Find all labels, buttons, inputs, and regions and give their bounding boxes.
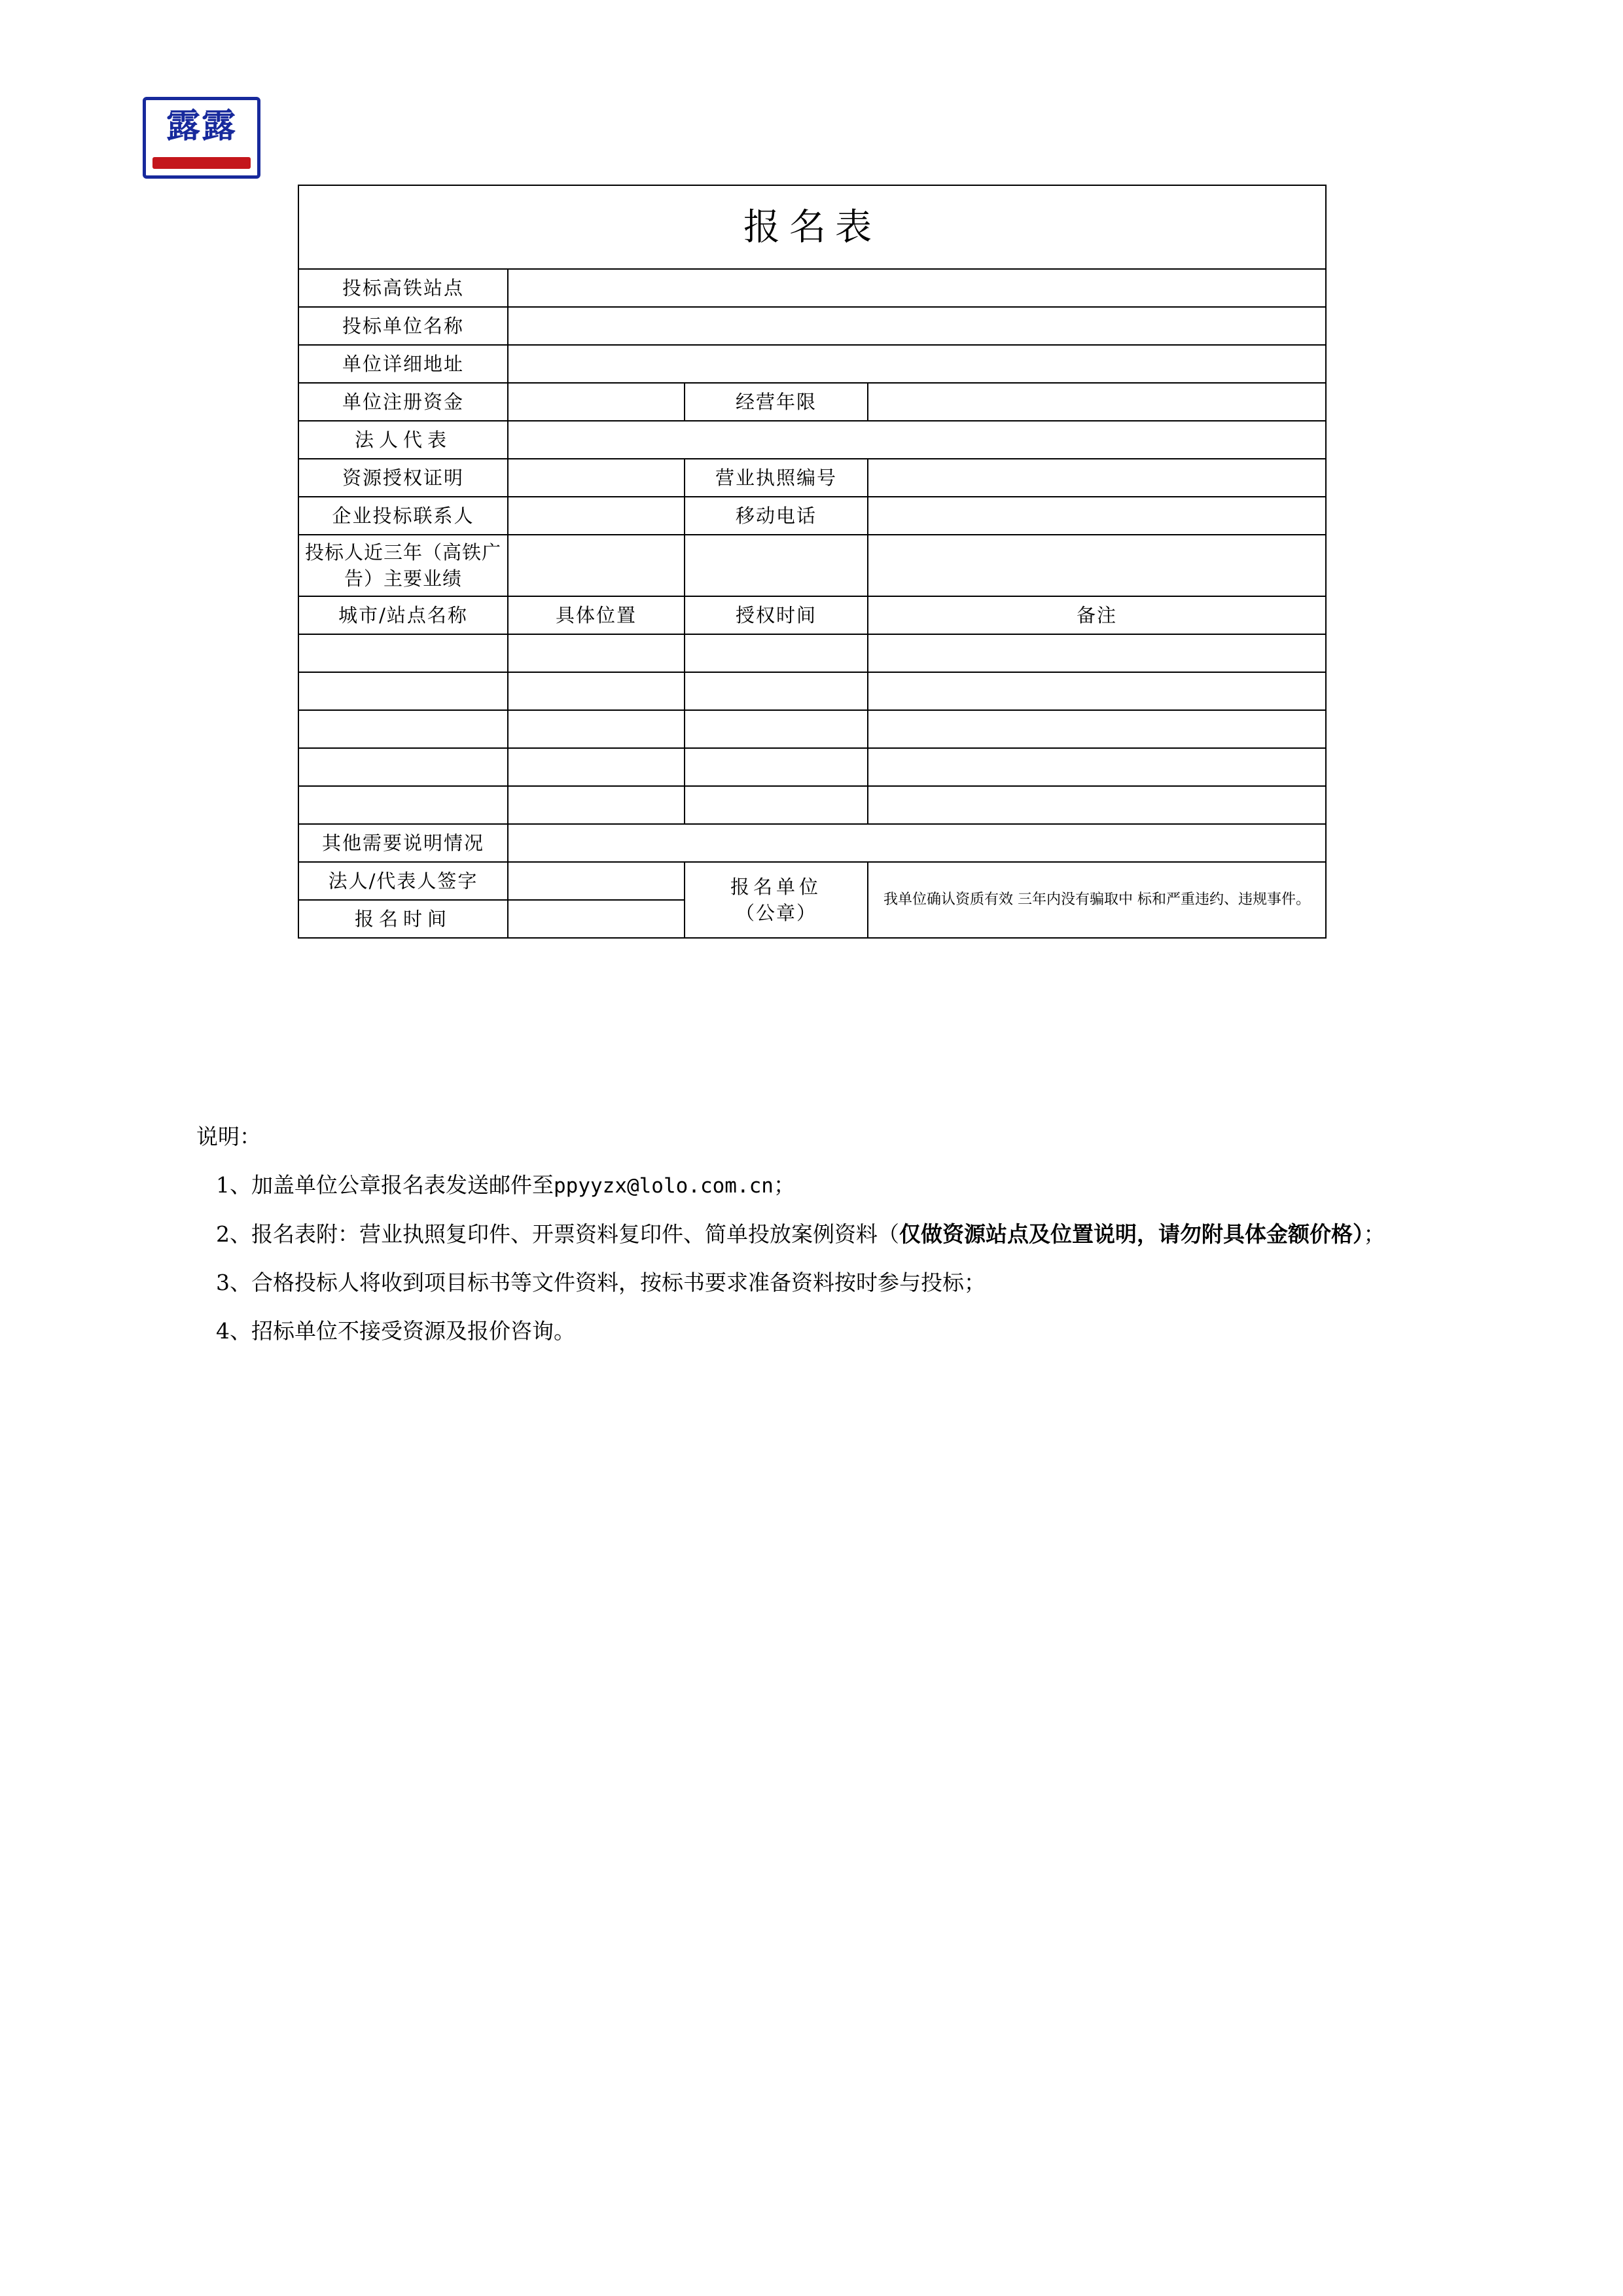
- logo-box: [143, 97, 260, 179]
- table-row: [298, 862, 1326, 900]
- cell-authorization-time[interactable]: [685, 748, 868, 786]
- cell-location[interactable]: [508, 672, 685, 710]
- cell-location[interactable]: [508, 710, 685, 748]
- label-license-number: 营业执照编号: [685, 459, 868, 497]
- label-other-notes: 其他需要说明情况: [298, 824, 508, 862]
- table-row: [298, 634, 1326, 672]
- form-title-cell: [298, 185, 1326, 269]
- registration-form-table: [298, 185, 1325, 939]
- value-license-number[interactable]: [868, 459, 1326, 497]
- instruction-item-1: [196, 1161, 1440, 1210]
- value-registration-time[interactable]: [508, 900, 685, 938]
- header-remarks: 备注: [868, 596, 1326, 634]
- table-row: [298, 710, 1326, 748]
- table-row: [298, 824, 1326, 862]
- table-row-performance-header: [298, 596, 1326, 634]
- label-bid-station: 投标高铁站点: [298, 269, 508, 307]
- applicant-unit-line2: （公章）: [735, 902, 817, 924]
- instruction-item-2: [196, 1210, 1440, 1259]
- header-authorization-time: 授权时间: [685, 596, 868, 634]
- cell-location[interactable]: [508, 786, 685, 824]
- value-operating-years[interactable]: [868, 383, 1326, 421]
- label-mobile-phone: 移动电话: [685, 497, 868, 535]
- label-bidder-name: 投标单位名称: [298, 307, 508, 345]
- company-logo: [143, 97, 260, 179]
- table-row: [298, 748, 1326, 786]
- table-row: [298, 672, 1326, 710]
- label-applicant-unit-stamp: [685, 862, 868, 938]
- instruction-item-3: 3、合格投标人将收到项目标书等文件资料，按标书要求准备资料按时参与投标；: [216, 1270, 986, 1295]
- cell-city-station[interactable]: [298, 786, 508, 824]
- value-bidder-name[interactable]: [508, 307, 1326, 345]
- value-contact-person[interactable]: [508, 497, 685, 535]
- stamp-declaration: [868, 862, 1326, 938]
- cell-authorization-time[interactable]: [685, 672, 868, 710]
- table-row: [298, 269, 1326, 307]
- instruction-2-suffix: ；: [1363, 1221, 1385, 1247]
- cell-city-station[interactable]: [298, 748, 508, 786]
- label-registration-time: 报名时间: [298, 900, 508, 938]
- table-row: [298, 459, 1326, 497]
- logo-red-bar: [152, 157, 251, 169]
- value-recent-performance-1[interactable]: [508, 535, 685, 596]
- instruction-item-4: 4、招标单位不接受资源及报价咨询。: [216, 1318, 575, 1344]
- stamp-declaration-text: 我单位确认资质有效 三年内没有骗取中 标和严重违约、违规事件。: [883, 891, 1310, 908]
- cell-remarks[interactable]: [868, 786, 1326, 824]
- label-contact-person: 企业投标联系人: [298, 497, 508, 535]
- cell-city-station[interactable]: [298, 634, 508, 672]
- value-legal-representative[interactable]: [508, 421, 1326, 459]
- table-row: [298, 345, 1326, 383]
- cell-remarks[interactable]: [868, 634, 1326, 672]
- cell-remarks[interactable]: [868, 748, 1326, 786]
- instruction-2-text: 2、报名表附：营业执照复印件、开票资料复印件、简单投放案例资料（: [216, 1221, 899, 1247]
- cell-location[interactable]: [508, 748, 685, 786]
- label-address: 单位详细地址: [298, 345, 508, 383]
- instructions-section: [196, 1113, 1440, 1355]
- value-signature[interactable]: [508, 862, 685, 900]
- table-row: [298, 535, 1326, 596]
- table-row: [298, 497, 1326, 535]
- header-location: 具体位置: [508, 596, 685, 634]
- instructions-heading: 说明：: [196, 1124, 261, 1149]
- header-city-station: 城市/站点名称: [298, 596, 508, 634]
- cell-city-station[interactable]: [298, 710, 508, 748]
- value-other-notes[interactable]: [508, 824, 1326, 862]
- instruction-1-suffix: ；: [773, 1172, 795, 1198]
- instruction-1-text: 1、加盖单位公章报名表发送邮件至: [216, 1172, 554, 1198]
- value-recent-performance-2[interactable]: [685, 535, 868, 596]
- logo-characters: 露露: [166, 106, 237, 146]
- applicant-unit-line1: 报名单位: [730, 876, 822, 898]
- page-title: 报名表: [743, 206, 881, 249]
- value-resource-authorization[interactable]: [508, 459, 685, 497]
- value-address[interactable]: [508, 345, 1326, 383]
- table-row-title: [298, 185, 1326, 269]
- label-signature: 法人/代表人签字: [298, 862, 508, 900]
- label-operating-years: 经营年限: [685, 383, 868, 421]
- value-mobile-phone[interactable]: [868, 497, 1326, 535]
- cell-authorization-time[interactable]: [685, 710, 868, 748]
- instruction-1-email: ppyyzx@lolo.com.cn: [554, 1174, 774, 1198]
- label-legal-representative: 法人代表: [298, 421, 508, 459]
- instruction-2-emphasis: 仅做资源站点及位置说明，请勿附具体金额价格）: [899, 1221, 1364, 1247]
- table-row: [298, 421, 1326, 459]
- cell-authorization-time[interactable]: [685, 786, 868, 824]
- cell-city-station[interactable]: [298, 672, 508, 710]
- label-registered-capital: 单位注册资金: [298, 383, 508, 421]
- cell-authorization-time[interactable]: [685, 634, 868, 672]
- table-row: [298, 383, 1326, 421]
- table-row: [298, 786, 1326, 824]
- label-recent-performance: 投标人近三年（高铁广告）主要业绩: [298, 535, 508, 596]
- cell-location[interactable]: [508, 634, 685, 672]
- value-bid-station[interactable]: [508, 269, 1326, 307]
- table-row: [298, 307, 1326, 345]
- value-recent-performance-3[interactable]: [868, 535, 1326, 596]
- label-resource-authorization: 资源授权证明: [298, 459, 508, 497]
- cell-remarks[interactable]: [868, 672, 1326, 710]
- cell-remarks[interactable]: [868, 710, 1326, 748]
- value-registered-capital[interactable]: [508, 383, 685, 421]
